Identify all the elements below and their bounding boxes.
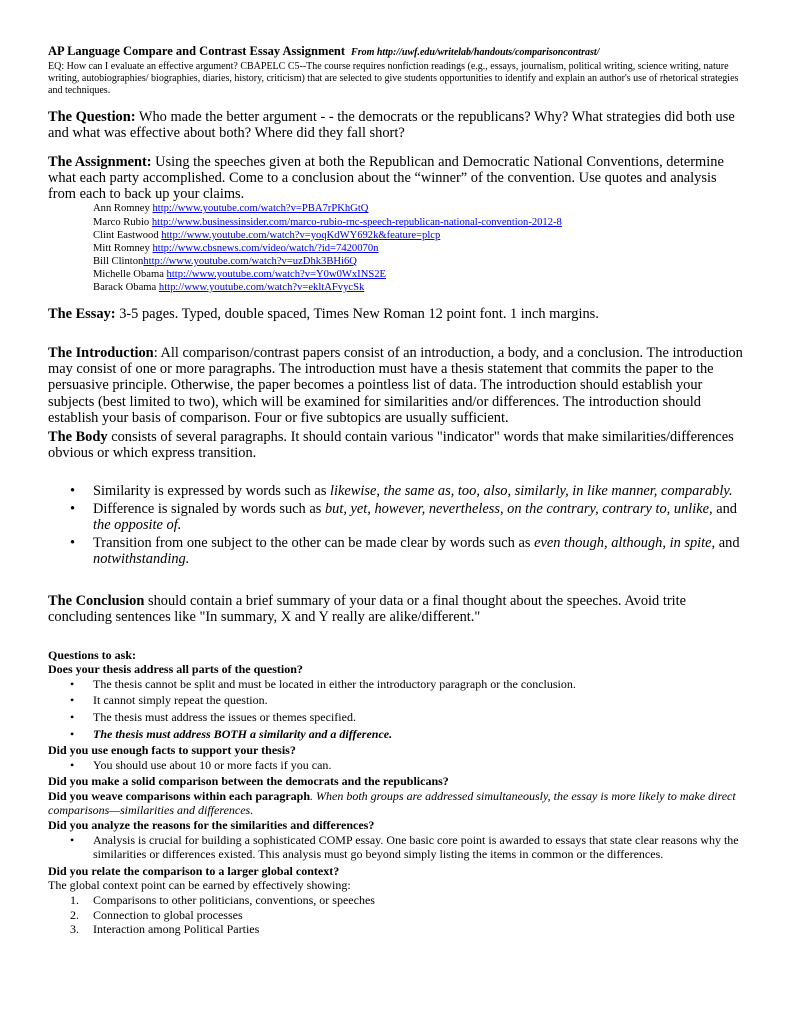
question-bullet-list	[48, 758, 748, 773]
speech-link-item	[93, 255, 748, 268]
question-heading: Did you use enough facts to support your thesis?	[48, 743, 296, 758]
doc-header	[48, 44, 748, 60]
speech-link[interactable]: http://www.youtube.com/watch?v=yoqKdWY692k&feature=plcp	[161, 229, 441, 241]
speaker-name: Michelle Obama	[93, 268, 167, 280]
doc-source: From http://uwf.edu/writelab/handouts/comparisoncontrast/	[351, 47, 600, 58]
question-heading: Did you analyze the reasons for the similarities and differences?	[48, 818, 375, 833]
question-note: . When both groups are addressed simultaneously, the essay is more likely to make direct comparisons—similarities and differences.	[48, 788, 736, 818]
question-text: Who made the better argument - - the democrats or the republicans? Why? What strategies did both use and what was effective about both? Where did they fall short?	[48, 109, 735, 142]
list-item: • You should use about 10 or more facts if you can.	[70, 757, 332, 772]
question-label: The Question:	[48, 109, 136, 125]
global-context-text: The global context point can be earned by effectively showing:	[48, 878, 351, 893]
assignment-paragraph	[48, 154, 748, 202]
bullet-icon: •	[70, 757, 75, 772]
list-item: • The thesis must address the issues or themes specified.	[70, 709, 356, 724]
bullet-icon: •	[70, 726, 75, 741]
essay-text: 3-5 pages. Typed, double spaced, Times New Roman 12 point font. 1 inch margins.	[119, 306, 599, 323]
bullet-icon: •	[70, 693, 75, 708]
bullet-icon: •	[70, 535, 76, 552]
body-text: consists of several paragraphs. It should contain various "indicator" words that make similarities/differences obvious or which express transition.	[48, 428, 734, 461]
conclusion-paragraph	[48, 593, 748, 625]
question-bullet-list	[48, 677, 748, 741]
essential-question: EQ: How can I evaluate an effective argument? CBAPELC C5--The course requires nonfiction readings (e.g., essays, journalism, political writing, science writing, nature writing, autobiographies/ biographies, diaries, history, criticism) that are selected to give students opportunities to identify and explain an author's use of rhetorical strategies and techniques.	[48, 61, 739, 96]
speech-link-item	[93, 268, 748, 281]
indicator-word-list	[48, 483, 748, 567]
question-paragraph	[48, 109, 748, 141]
speech-link-item	[93, 281, 748, 294]
speech-link[interactable]: http://www.youtube.com/watch?v=PBA7rPKhGtQ	[152, 203, 369, 215]
conclusion-label: The Conclusion	[48, 593, 145, 610]
question-heading: Did you make a solid comparison between the democrats and the republicans?	[48, 774, 449, 789]
speech-link-item	[93, 229, 748, 242]
list-item: • Analysis is crucial for building a sophisticated COMP essay. One basic core point is awarded to essays that state clear reasons why the similarities or differences existed. This analysis must go beyond simply listing the items in common or the differences.	[70, 832, 739, 862]
speech-link[interactable]: http://www.youtube.com/watch?v=ekltAFvycSk	[158, 282, 365, 294]
bullet-icon: •	[70, 832, 75, 847]
document-page	[48, 44, 748, 937]
question-heading: Does your thesis address all parts of the question?	[48, 662, 303, 677]
speech-link[interactable]: http://www.cbsnews.com/video/watch/?id=7420070n	[152, 242, 379, 254]
global-context-list	[48, 893, 748, 937]
speech-link-item	[93, 202, 748, 215]
list-item: • Similarity is expressed by words such as likewise, the same as, too, also, similarly, in like manner, comparably.	[70, 482, 733, 499]
speaker-name: Mitt Romney	[93, 242, 153, 254]
list-item: • The thesis must address BOTH a similarity and a difference.	[70, 726, 393, 741]
list-item: • The thesis cannot be split and must be located in either the introductory paragraph or the conclusion.	[70, 676, 576, 691]
speech-link[interactable]: http://www.youtube.com/watch?v=uzDhk3BHi6Q	[143, 255, 357, 267]
bullet-icon: •	[70, 482, 76, 499]
assignment-text: Using the speeches given at both the Republican and Democratic National Conventions, determine what each party accomplished. Come to a conclusion about the “winner” of the convention. Use quotes and analysis from each to back up your claims.	[48, 154, 724, 203]
questions-section	[48, 648, 748, 937]
conclusion-text: should contain a brief summary of your data or a final thought about the speeches. Avoid trite concluding sentences like "In summary, X and Y really are alike/different."	[48, 593, 687, 626]
speech-link-list	[93, 202, 748, 294]
doc-title: AP Language Compare and Contrast Essay Assignment	[48, 44, 346, 58]
speech-link[interactable]: http://www.youtube.com/watch?v=Y0w0WxINS2E	[166, 268, 387, 280]
speaker-name: Marco Rubio	[93, 216, 152, 228]
speaker-name: Barack Obama	[93, 282, 159, 294]
speaker-name: Clint Eastwood	[93, 229, 162, 241]
question-heading: Did you weave comparisons within each paragraph	[48, 788, 311, 803]
introduction-text: : All comparison/contrast papers consist of an introduction, a body, and a conclusion. The introduction may consist of one or more paragraphs. The introduction must have a thesis statement that commits the paper to the persuasive principle. Otherwise, the paper becomes a pointless list of data. The introduction should establish your subjects (best limited to two), which will be examined for similarities and/or differences. The introduction should establish your basis of comparison. Four or five subtopics are usually sufficient.	[48, 345, 743, 426]
introduction-paragraph	[48, 345, 748, 425]
bullet-icon: •	[70, 500, 76, 517]
questions-heading: Questions to ask:	[48, 647, 137, 662]
list-item: • It cannot simply repeat the question.	[70, 693, 268, 708]
assignment-label: The Assignment:	[48, 154, 152, 171]
speech-link-item	[93, 242, 748, 255]
body-paragraph	[48, 429, 748, 461]
speaker-name: Ann Romney	[93, 203, 153, 215]
bullet-icon: •	[70, 709, 75, 724]
speech-link[interactable]: http://www.businessinsider.com/marco-rubio-rnc-speech-republican-national-convention-2012-8	[151, 216, 562, 228]
question-bullet-list	[48, 833, 748, 862]
list-item: • Transition from one subject to the other can be made clear by words such as even though, although, in spite, and notwithstanding.	[70, 535, 740, 568]
speaker-name: Bill Clinton	[93, 255, 144, 267]
speech-link-item	[93, 216, 748, 229]
question-with-note	[48, 789, 748, 818]
essay-label: The Essay:	[48, 306, 116, 323]
body-label: The Body	[48, 428, 108, 445]
introduction-label: The Introduction	[48, 345, 154, 362]
essay-paragraph	[48, 306, 748, 322]
list-item: 3. Interaction among Political Parties	[70, 922, 260, 937]
bullet-icon: •	[70, 676, 75, 691]
list-item: 2. Connection to global processes	[70, 907, 243, 922]
list-item: 1. Comparisons to other politicians, conventions, or speeches	[70, 893, 375, 908]
list-item: • Difference is signaled by words such as but, yet, however, nevertheless, on the contrary, contrary to, unlike, and the opposite of.	[70, 500, 737, 534]
question-heading: Did you relate the comparison to a larger global context?	[48, 863, 340, 878]
